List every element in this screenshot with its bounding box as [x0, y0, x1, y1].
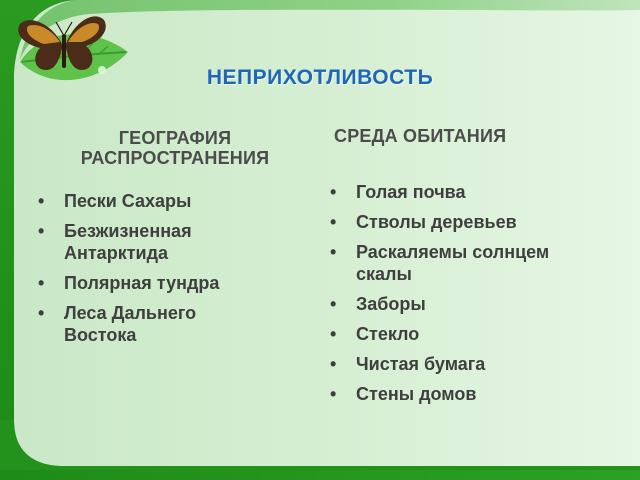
bullet: • — [330, 242, 337, 262]
list-item-line1: Стекло — [356, 324, 420, 344]
list-item-line1: Раскаляемы солнцем — [356, 242, 550, 262]
list-item-line2: Антарктида — [64, 243, 169, 263]
list-item — [38, 272, 278, 294]
list-item — [330, 353, 620, 375]
list-item-line1: Голая почва — [356, 182, 466, 202]
list-item — [38, 190, 278, 212]
list-item — [330, 323, 620, 345]
bullet: • — [330, 354, 337, 374]
bullet: • — [38, 221, 45, 241]
list-item — [38, 220, 278, 264]
right-column-heading: СРЕДА ОБИТАНИЯ — [334, 126, 507, 146]
list-item-line1: Безжизненная — [64, 221, 192, 241]
left-heading-line1: ГЕОГРАФИЯ — [118, 128, 232, 148]
bullet: • — [330, 212, 337, 232]
list-item — [330, 211, 620, 233]
list-item-line1: Стены домов — [356, 384, 477, 404]
bullet: • — [330, 294, 337, 314]
bullet: • — [330, 324, 337, 344]
list-item — [330, 293, 620, 315]
list-item-line2: Востока — [64, 325, 137, 345]
list-item — [330, 181, 620, 203]
list-item — [330, 241, 620, 285]
list-item-line2: скалы — [356, 264, 412, 284]
bullet: • — [38, 191, 45, 211]
list-item — [330, 383, 620, 405]
list-item-line1: Стволы деревьев — [356, 212, 517, 232]
slide-title: НЕПРИХОТЛИВОСТЬ — [206, 66, 434, 89]
bullet: • — [38, 273, 45, 293]
list-item-line1: Заборы — [356, 294, 426, 314]
right-column-list — [330, 181, 620, 413]
bullet: • — [330, 384, 337, 404]
list-item-line1: Леса Дальнего — [64, 303, 197, 323]
bullet: • — [38, 303, 45, 323]
list-item-line1: Пески Сахары — [64, 191, 192, 211]
left-column-list — [38, 190, 278, 354]
list-item-line1: Чистая бумага — [356, 354, 486, 374]
list-item — [38, 302, 278, 346]
bullet: • — [330, 182, 337, 202]
left-column-heading — [40, 128, 310, 168]
list-item-line1: Полярная тундра — [64, 273, 220, 293]
left-heading-line2: РАСПРОСТРАНЕНИЯ — [80, 148, 270, 168]
